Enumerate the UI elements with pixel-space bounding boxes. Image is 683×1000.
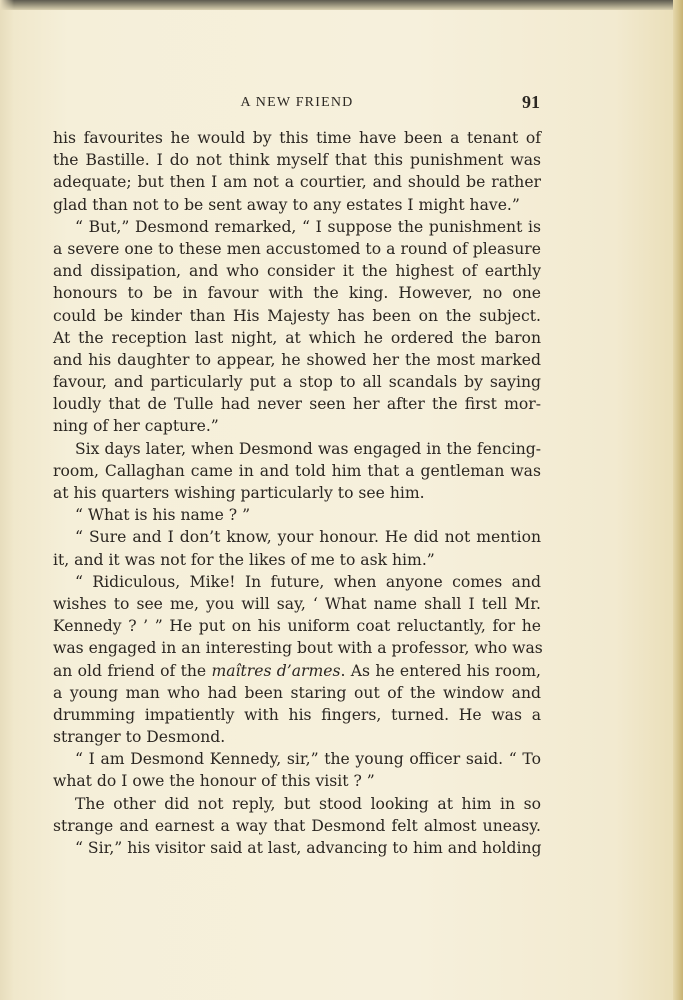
text-line: what do I owe the honour of this visit ? ” [53,772,375,791]
text-line: Six days later, when Desmond was engaged in the fencing- [75,439,541,458]
text-line: ning of her capture.” [53,417,219,436]
page-top-edge [0,0,683,10]
text-line: the Bastille. I do not think myself that this punishment was [53,151,541,170]
text-line: honours to be in favour with the king. However, no one [53,284,541,303]
italic-phrase: maîtres d’armes [211,661,341,680]
running-head [54,92,540,114]
text-line: his favourites he would by this time have been a tenant of [53,129,541,147]
text-line: a severe one to these men accustomed to a round of pleasure [53,239,541,258]
text-line: it, and it was not for the likes of me to ask him.” [53,550,435,569]
text-line: favour, and particularly put a stop to all scandals by saying [53,373,541,392]
text-line: room, Callaghan came in and told him that a gentleman was [53,461,541,480]
text-line: a young man who had been staring out of the window and [53,683,541,702]
running-title: A NEW FRIEND [240,95,354,110]
text-line: The other did not reply, but stood looking at him in so [75,794,541,813]
text-line: loudly that de Tulle had never seen her after the first mor- [53,395,541,414]
text-line: Kennedy ? ’ ” He put on his uniform coat reluctantly, for he [53,617,541,636]
text-line: drumming impatiently with his fingers, turned. He was a [53,705,541,724]
text-line: “ Sure and I don’t know, your honour. He did not mention [75,528,541,547]
text-line: “ Ridiculous, Mike! In future, when anyone comes and [75,572,541,591]
text-line: “ Sir,” his visitor said at last, advancing to him and holding [75,839,542,857]
text-line: “ But,” Desmond remarked, “ I suppose the punishment is [75,217,541,236]
text-line: At the reception last night, at which he ordered the baron [53,328,541,347]
text-line: “ What is his name ? ” [75,506,251,525]
text-line: and his daughter to appear, he showed her the most marked [53,350,541,369]
text-line: and dissipation, and who consider it the highest of earthly [53,262,541,281]
page-gutter-shade [0,0,14,1000]
text-line: an old friend of the maîtres d’armes. As he entered his room, [53,661,541,680]
page-number: 91 [522,92,540,112]
text-line: “ I am Desmond Kennedy, sir,” the young officer said. “ To [75,750,541,769]
text-line: glad than not to be sent away to any estates I might have.” [53,195,520,214]
body-text [53,127,541,859]
text-line: stranger to Desmond. [53,728,226,747]
text-line: strange and earnest a way that Desmond felt almost uneasy. [53,816,541,835]
text-line: wishes to see me, you will say, ‘ What name shall I tell Mr. [53,594,541,613]
text-line: could be kinder than His Majesty has been on the subject. [53,306,541,325]
text-line: was engaged in an interesting bout with a professor, who was [53,639,543,658]
text-line: at his quarters wishing particularly to see him. [53,484,425,502]
text-line: adequate; but then I am not a courtier, and should be rather [53,173,541,192]
page-right-edge [673,0,683,1000]
